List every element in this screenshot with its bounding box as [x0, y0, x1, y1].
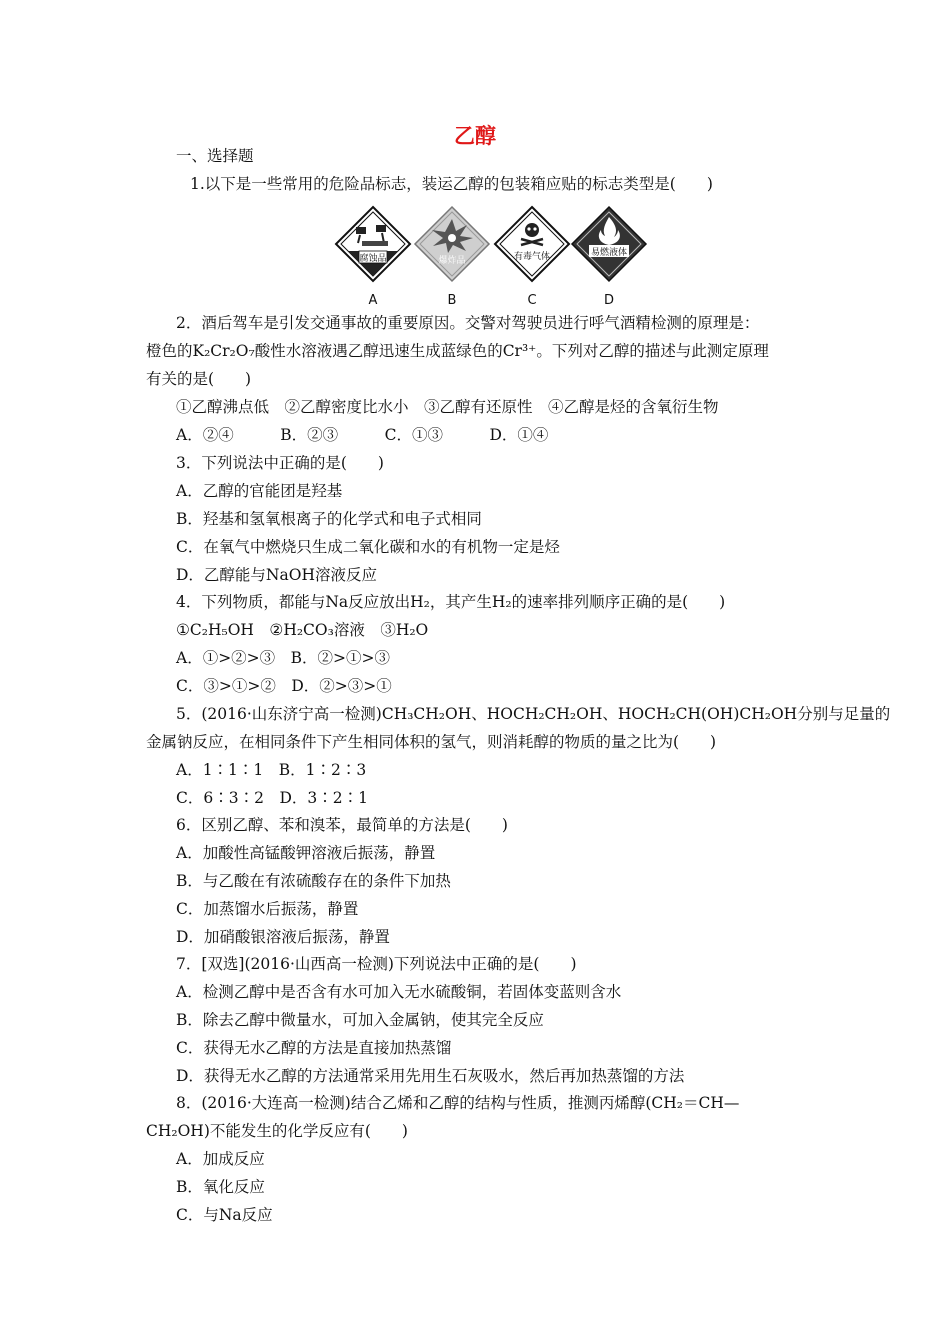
question-5-options-ab: A．1∶1∶1 B．1∶2∶3 [176, 761, 367, 779]
section-heading: 一、选择题 [176, 147, 254, 165]
sign-letter-d: D [603, 293, 614, 308]
question-5-options-cd: C．6∶3∶2 D．3∶2∶1 [176, 789, 368, 807]
question-2-options: A．②④ B．②③ C．①③ D．①④ [176, 426, 549, 444]
question-4-stem: 4．下列物质，都能与Na反应放出H₂，其产生H₂的速率排列顺序正确的是( ) [176, 593, 726, 611]
question-7-option-d: D．获得无水乙醇的方法通常采用先用生石灰吸水，然后再加热蒸馏的方法 [176, 1067, 685, 1085]
question-3-option-a: A．乙醇的官能团是羟基 [176, 482, 343, 500]
sign-label: 易燃液体 [590, 248, 628, 258]
sign-letter-b: B [447, 293, 457, 308]
question-2-statements: ①乙醇沸点低 ②乙醇密度比水小 ③乙醇有还原性 ④乙醇是烃的含氧衍生物 [176, 398, 719, 416]
sign-label: 爆炸品 [438, 256, 466, 266]
question-7-option-a: A．检测乙醇中是否含有水可加入无水硫酸铜，若固体变蓝则含水 [176, 983, 622, 1001]
hazard-signs-figure [0, 205, 950, 310]
question-7-option-c: C．获得无水乙醇的方法是直接加热蒸馏 [176, 1039, 452, 1057]
question-2-stem: 2．酒后驾车是引发交通事故的重要原因。交警对驾驶员进行呼气酒精检测的原理是： [176, 314, 760, 332]
question-6-option-d: D．加硝酸银溶液后振荡，静置 [176, 928, 390, 946]
question-2-stem-cont: 橙色的K₂Cr₂O₇酸性水溶液遇乙醇迅速生成蓝绿色的Cr³⁺。下列对乙醇的描述与此测定原理 [146, 342, 769, 360]
corrosive-sign-icon [334, 205, 412, 283]
flammable-liquid-sign-icon [570, 205, 648, 283]
question-8-stem: 8．(2016·大连高一检测)结合乙烯和乙醇的结构与性质，推测丙烯醇(CH₂＝CH— [176, 1094, 740, 1112]
question-4-substances: ①C₂H₅OH ②H₂CO₃溶液 ③H₂O [176, 621, 429, 639]
question-8-option-a: A．加成反应 [176, 1150, 265, 1168]
question-3-stem: 3．下列说法中正确的是( ) [176, 454, 384, 472]
question-8-option-c: C．与Na反应 [176, 1206, 273, 1224]
explosive-sign-icon [413, 205, 491, 283]
question-1-stem: 1.以下是一些常用的危险品标志，装运乙醇的包装箱应贴的标志类型是( ) [190, 175, 713, 193]
question-5-stem-cont: 金属钠反应，在相同条件下产生相同体积的氢气，则消耗醇的物质的量之比为( ) [146, 733, 717, 751]
question-3-option-d: D．乙醇能与NaOH溶液反应 [176, 566, 377, 584]
question-4-options-cd: C．③>①>② D．②>③>① [176, 677, 392, 695]
question-7-stem: 7．[双选](2016·山西高一检测)下列说法中正确的是( ) [176, 955, 577, 973]
sign-letter-c: C [527, 293, 537, 308]
sign-label: 腐蚀品 [359, 254, 387, 264]
question-6-option-c: C．加蒸馏水后振荡，静置 [176, 900, 359, 918]
question-3-option-b: B．羟基和氢氧根离子的化学式和电子式相同 [176, 510, 482, 528]
question-7-option-b: B．除去乙醇中微量水，可加入金属钠，使其完全反应 [176, 1011, 544, 1029]
sign-letter-a: A [368, 293, 378, 308]
question-2-stem-cont: 有关的是( ) [146, 370, 252, 388]
question-5-stem: 5．(2016·山东济宁高一检测)CH₃CH₂OH、HOCH₂CH₂OH、HOCH₂CH(OH)CH₂OH分别与足量的 [176, 705, 891, 723]
question-6-option-b: B．与乙酸在有浓硫酸存在的条件下加热 [176, 872, 451, 890]
question-6-option-a: A．加酸性高锰酸钾溶液后振荡，静置 [176, 844, 436, 862]
question-6-stem: 6．区别乙醇、苯和溴苯，最简单的方法是( ) [176, 816, 508, 834]
question-4-options-ab: A．①>②>③ B．②>①>③ [176, 649, 391, 667]
toxic-gas-sign-icon [493, 205, 571, 283]
question-3-option-c: C．在氧气中燃烧只生成二氧化碳和水的有机物一定是烃 [176, 538, 560, 556]
question-8-stem-cont: CH₂OH)不能发生的化学反应有( ) [146, 1122, 408, 1140]
sign-label: 有毒气体 [513, 252, 551, 262]
question-8-option-b: B．氧化反应 [176, 1178, 265, 1196]
document-title: 乙醇 [454, 124, 496, 148]
